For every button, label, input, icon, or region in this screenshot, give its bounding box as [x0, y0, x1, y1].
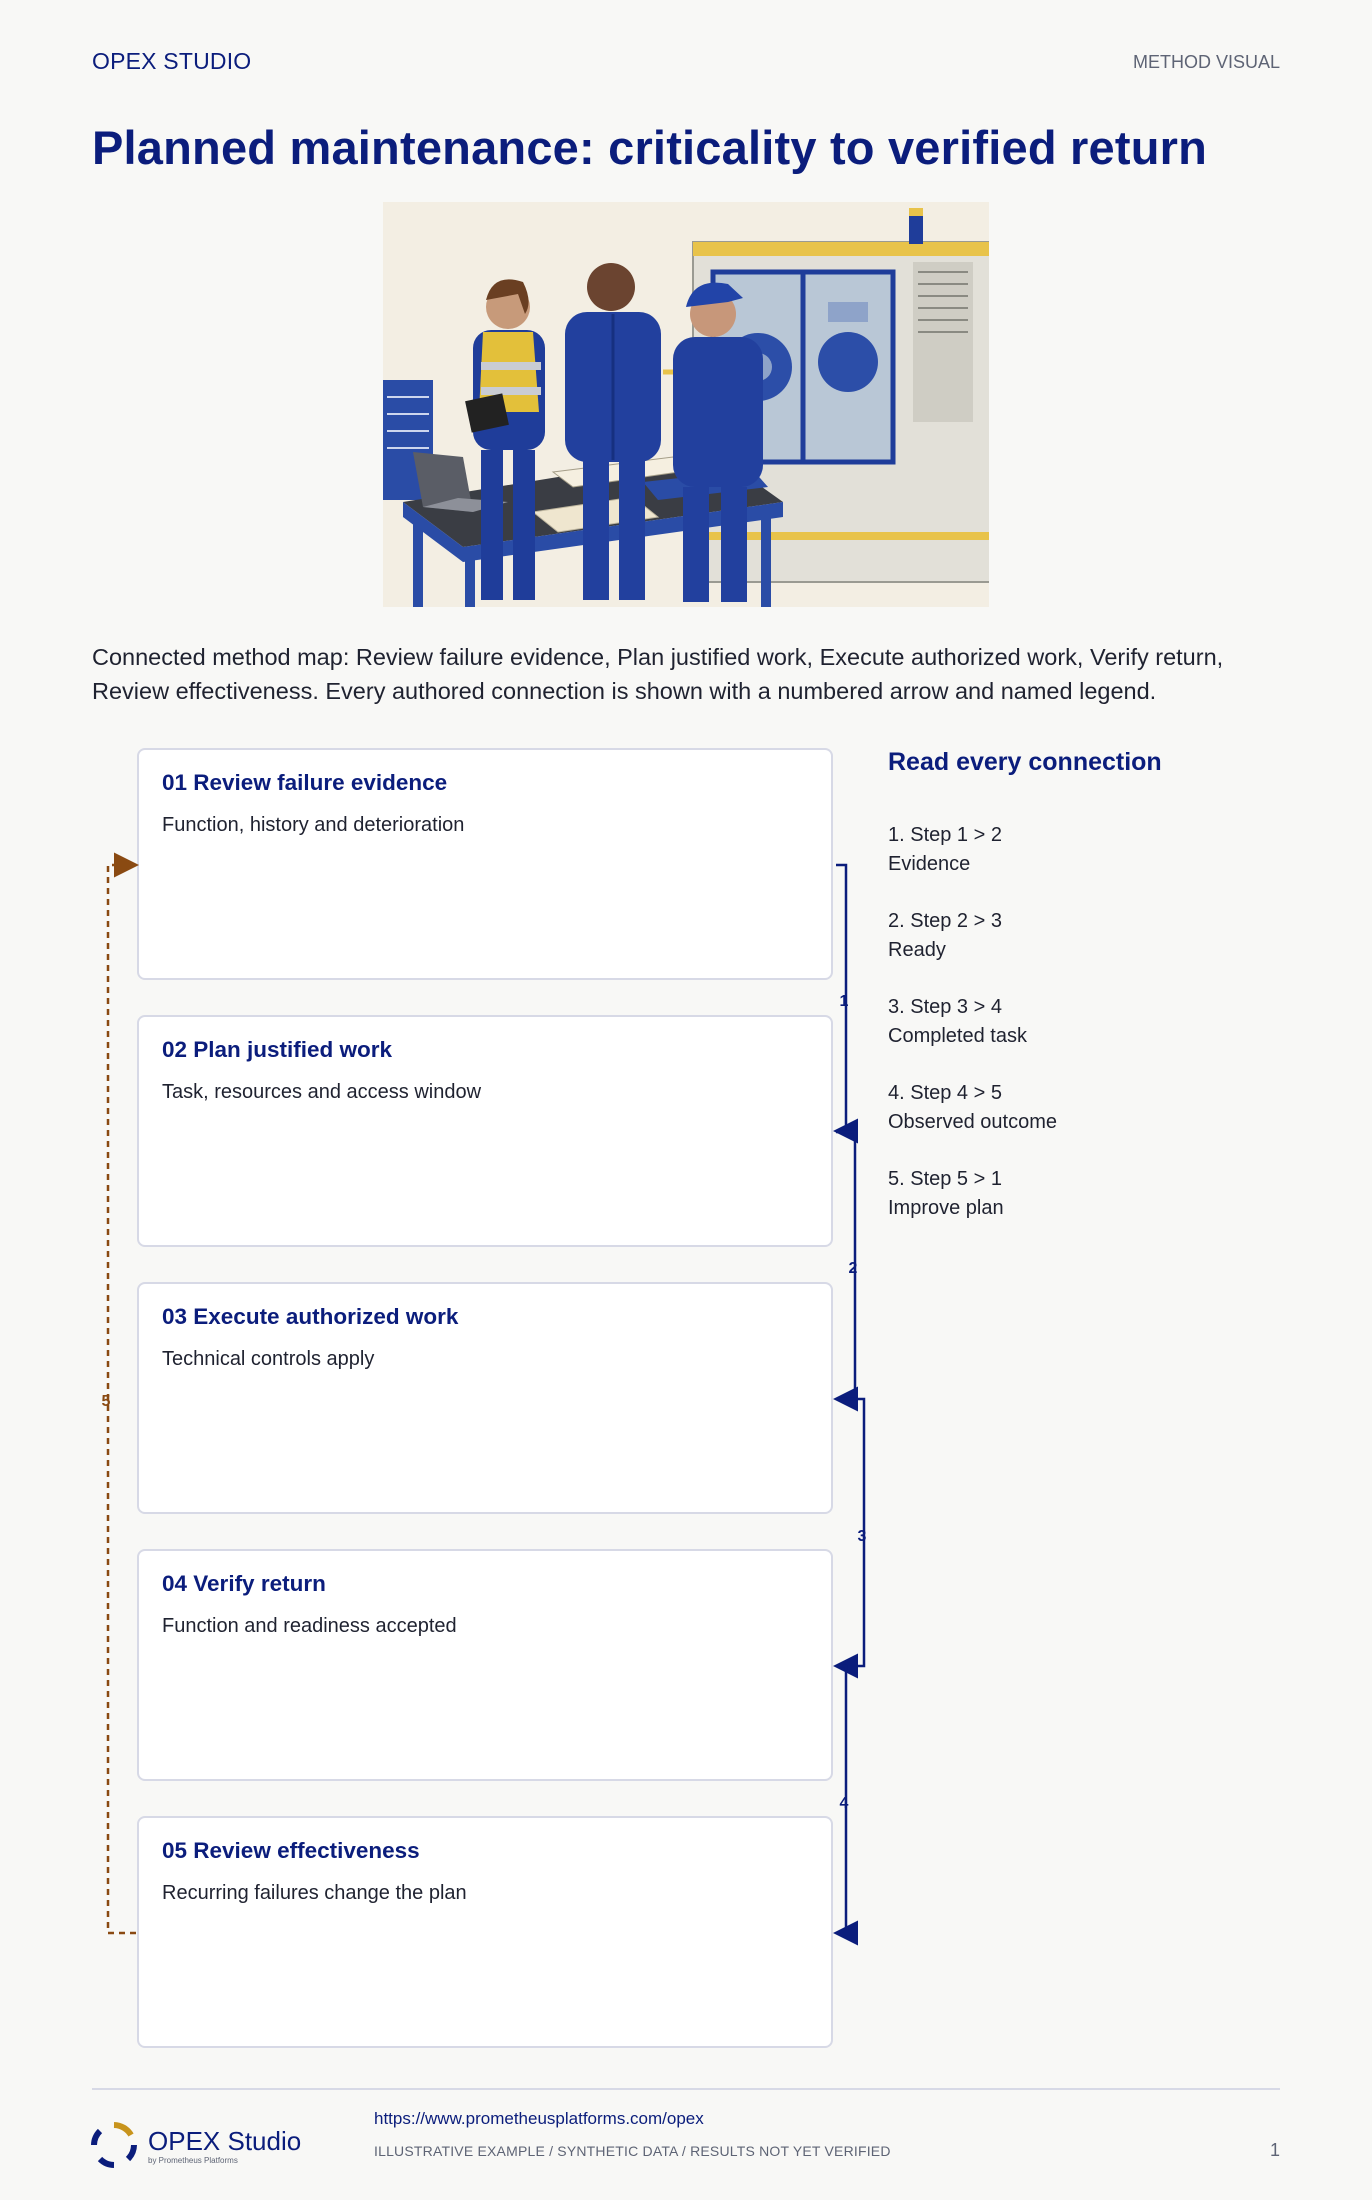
legend-item-name: Evidence [888, 853, 971, 875]
legend-item-step: 5. Step 5 > 1 [888, 1168, 1002, 1190]
connector-label-3: 3 [857, 1528, 867, 1545]
legend-item [888, 1079, 1308, 1137]
page-title: Planned maintenance: criticality to verified return [92, 121, 1207, 174]
header-tag: METHOD VISUAL [1132, 52, 1280, 72]
connection-legend [888, 748, 1308, 1251]
footer-brand: OPEX Studio [148, 2126, 302, 2156]
footer-divider [92, 2088, 1280, 2090]
legend-item [888, 993, 1308, 1051]
step-title: 05 Review effectiveness [162, 1838, 420, 1863]
step-title: 03 Execute authorized work [162, 1304, 459, 1329]
legend-title: Read every connection [888, 748, 1162, 776]
footer-url-link[interactable]: https://www.prometheusplatforms.com/opex [374, 2109, 704, 2128]
step-description: Function and readiness accepted [162, 1615, 457, 1637]
connector-5 [108, 865, 136, 1933]
step-description: Recurring failures change the plan [162, 1882, 467, 1904]
legend-item [888, 821, 1308, 879]
footer-brand-byline: by Prometheus Platforms [148, 2156, 238, 2165]
step-description: Function, history and deterioration [162, 814, 465, 836]
legend-item-name: Completed task [888, 1025, 1027, 1047]
step-description: Technical controls apply [162, 1348, 375, 1370]
connector-label-2: 2 [848, 1260, 858, 1277]
legend-item-step: 4. Step 4 > 5 [888, 1082, 1002, 1104]
opex-logo-icon [90, 2121, 138, 2169]
step-title: 02 Plan justified work [162, 1037, 393, 1062]
legend-item [888, 1165, 1308, 1223]
step-title: 04 Verify return [162, 1571, 326, 1596]
intro-text: Connected method map: Review failure evidence, Plan justified work, Execute authorized work, Verify return, Review effectiveness. Every authored connection is shown with a numbered arrow and named legend. [92, 644, 1224, 704]
legend-item-name: Observed outcome [888, 1111, 1057, 1133]
legend-item-name: Improve plan [888, 1197, 1004, 1219]
step-description: Task, resources and access window [162, 1081, 482, 1103]
legend-item-step: 1. Step 1 > 2 [888, 824, 1002, 846]
legend-item [888, 907, 1308, 965]
connector-label-4: 4 [839, 1795, 849, 1812]
page-number: 1 [1269, 2140, 1280, 2160]
header-brand: OPEX STUDIO [92, 48, 252, 74]
connector-label-5: 5 [101, 1393, 111, 1410]
connector-label-1: 1 [839, 993, 849, 1010]
step-title: 01 Review failure evidence [162, 770, 448, 795]
legend-item-name: Ready [888, 939, 946, 961]
footer-disclaimer: ILLUSTRATIVE EXAMPLE / SYNTHETIC DATA / RESULTS NOT YET VERIFIED [374, 2143, 891, 2159]
legend-item-step: 2. Step 2 > 3 [888, 910, 1002, 932]
legend-item-step: 3. Step 3 > 4 [888, 996, 1002, 1018]
